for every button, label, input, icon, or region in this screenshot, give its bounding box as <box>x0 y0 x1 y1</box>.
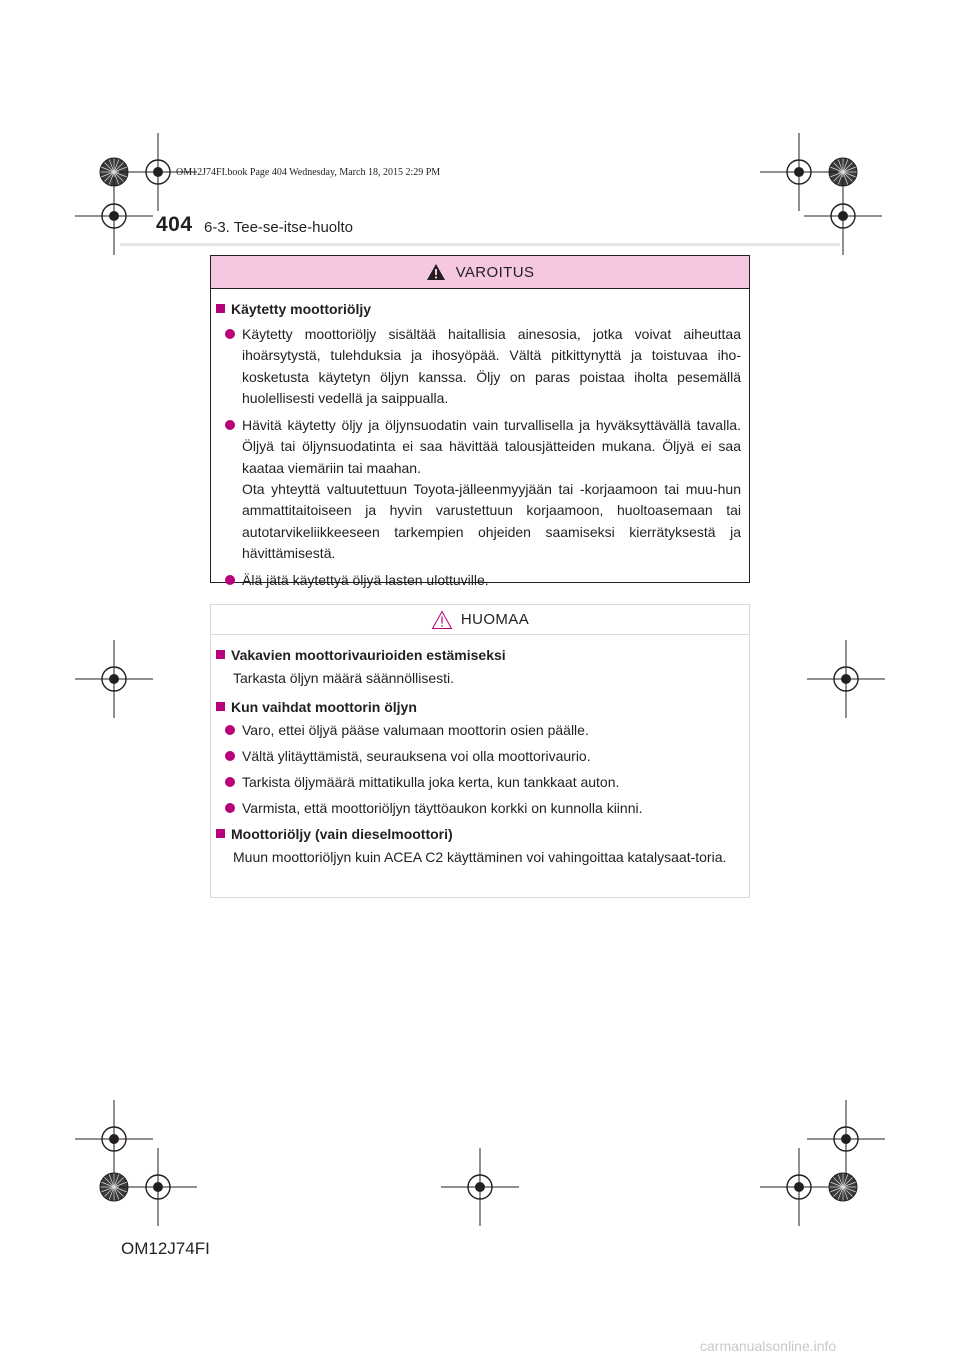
round-bullet-icon <box>225 803 235 813</box>
crosshair-mark-icon <box>760 1148 838 1226</box>
crosshair-mark-icon <box>75 640 153 718</box>
warning-title: VAROITUS <box>455 263 535 281</box>
list-item: Hävitä käytetty öljy ja öljynsuodatin vain turvallisella ja hyväksyttävällä tavalla. Öljyä tai öljynsuodatinta ei saa hävittää talousjätteiden mukana. Öljyä ei saa kaataa viemäriin tai maahan. Ota yhteyttä valtuutettuun Toyota-jälleenmyyjään tai -korjaamoon tai muu-hun ammattitaitoiseen ja hyvin varustettuun korjaamoon, huoltoasemaan tai autotarvikeliikkeeseen tarkempien ohjeiden saamiseksi kierrätyksestä ja hävittämisestä. <box>216 415 741 564</box>
list-item: Älä jätä käytettyä öljyä lasten ulottuville. <box>216 570 741 591</box>
round-bullet-icon <box>225 751 235 761</box>
notice-text: Muun moottoriöljyn kuin ACEA C2 käyttäminen voi vahingoittaa katalysaat-toria. <box>233 849 727 866</box>
crosshair-mark-icon <box>807 640 885 718</box>
crosshair-mark-icon <box>119 1148 197 1226</box>
crosshair-mark-icon <box>441 1148 519 1226</box>
crosshair-mark-icon <box>807 1100 885 1178</box>
warning-heading: Käytetty moottoriöljy <box>216 299 741 319</box>
list-item: Varmista, että moottoriöljyn täyttöaukon korkki on kunnolla kiinni. <box>216 798 741 819</box>
square-bullet-icon <box>216 829 225 838</box>
notice-title: HUOMAA <box>460 611 530 628</box>
square-bullet-icon <box>216 304 225 313</box>
round-bullet-icon <box>225 575 235 585</box>
notice-heading: Moottoriöljy (vain dieselmoottori) <box>216 824 741 844</box>
page-number: 404 <box>156 213 193 236</box>
crosshair-mark-icon <box>75 1100 153 1178</box>
print-info-line: OM12J74FI.book Page 404 Wednesday, March 18, 2015 2:29 PM <box>176 167 441 178</box>
notice-heading: Vakavien moottorivaurioiden estämiseksi <box>216 645 741 665</box>
round-bullet-icon <box>225 777 235 787</box>
warning-box <box>210 255 750 589</box>
list-item: Varo, ettei öljyä pääse valumaan moottorin osien päälle. <box>216 720 741 741</box>
list-item: Vältä ylitäyttämistä, seurauksena voi olla moottorivaurio. <box>216 746 741 767</box>
crosshair-mark-icon <box>760 133 838 211</box>
square-bullet-icon <box>216 650 225 659</box>
square-bullet-icon <box>216 702 225 711</box>
notice-heading: Kun vaihdat moottorin öljyn <box>216 697 741 717</box>
watermark: carmanualsonline.info <box>700 1338 837 1354</box>
warning-header <box>211 256 749 289</box>
notice-header <box>211 605 749 635</box>
star-target-icon <box>829 1173 857 1201</box>
round-bullet-icon <box>225 725 235 735</box>
section-title: 6-3. Tee-se-itse-huolto <box>204 219 353 236</box>
notice-box <box>210 604 750 898</box>
list-item: Tarkista öljymäärä mittatikulla joka kerta, kun tankkaat auton. <box>216 772 741 793</box>
notice-text: Tarkasta öljyn määrä säännöllisesti. <box>233 670 454 686</box>
footer-code: OM12J74FI <box>121 1239 210 1258</box>
round-bullet-icon <box>225 420 235 430</box>
list-item: Käytetty moottoriöljy sisältää haitallisia ainesosia, jotka voivat aiheuttaa ihoärsytystä, tulehduksia ja ihosyöpää. Vältä pitkittynyttä ja toistuvaa iho-kosketusta käytetyn öljyn kanssa. Öljy on paras poistaa iholta pesemällä huolellisesti vedellä ja saippualla. <box>216 324 741 409</box>
round-bullet-icon <box>225 329 235 339</box>
caution-triangle-outline-icon <box>431 610 453 630</box>
header-divider <box>120 243 840 246</box>
warning-triangle-icon <box>426 263 446 281</box>
